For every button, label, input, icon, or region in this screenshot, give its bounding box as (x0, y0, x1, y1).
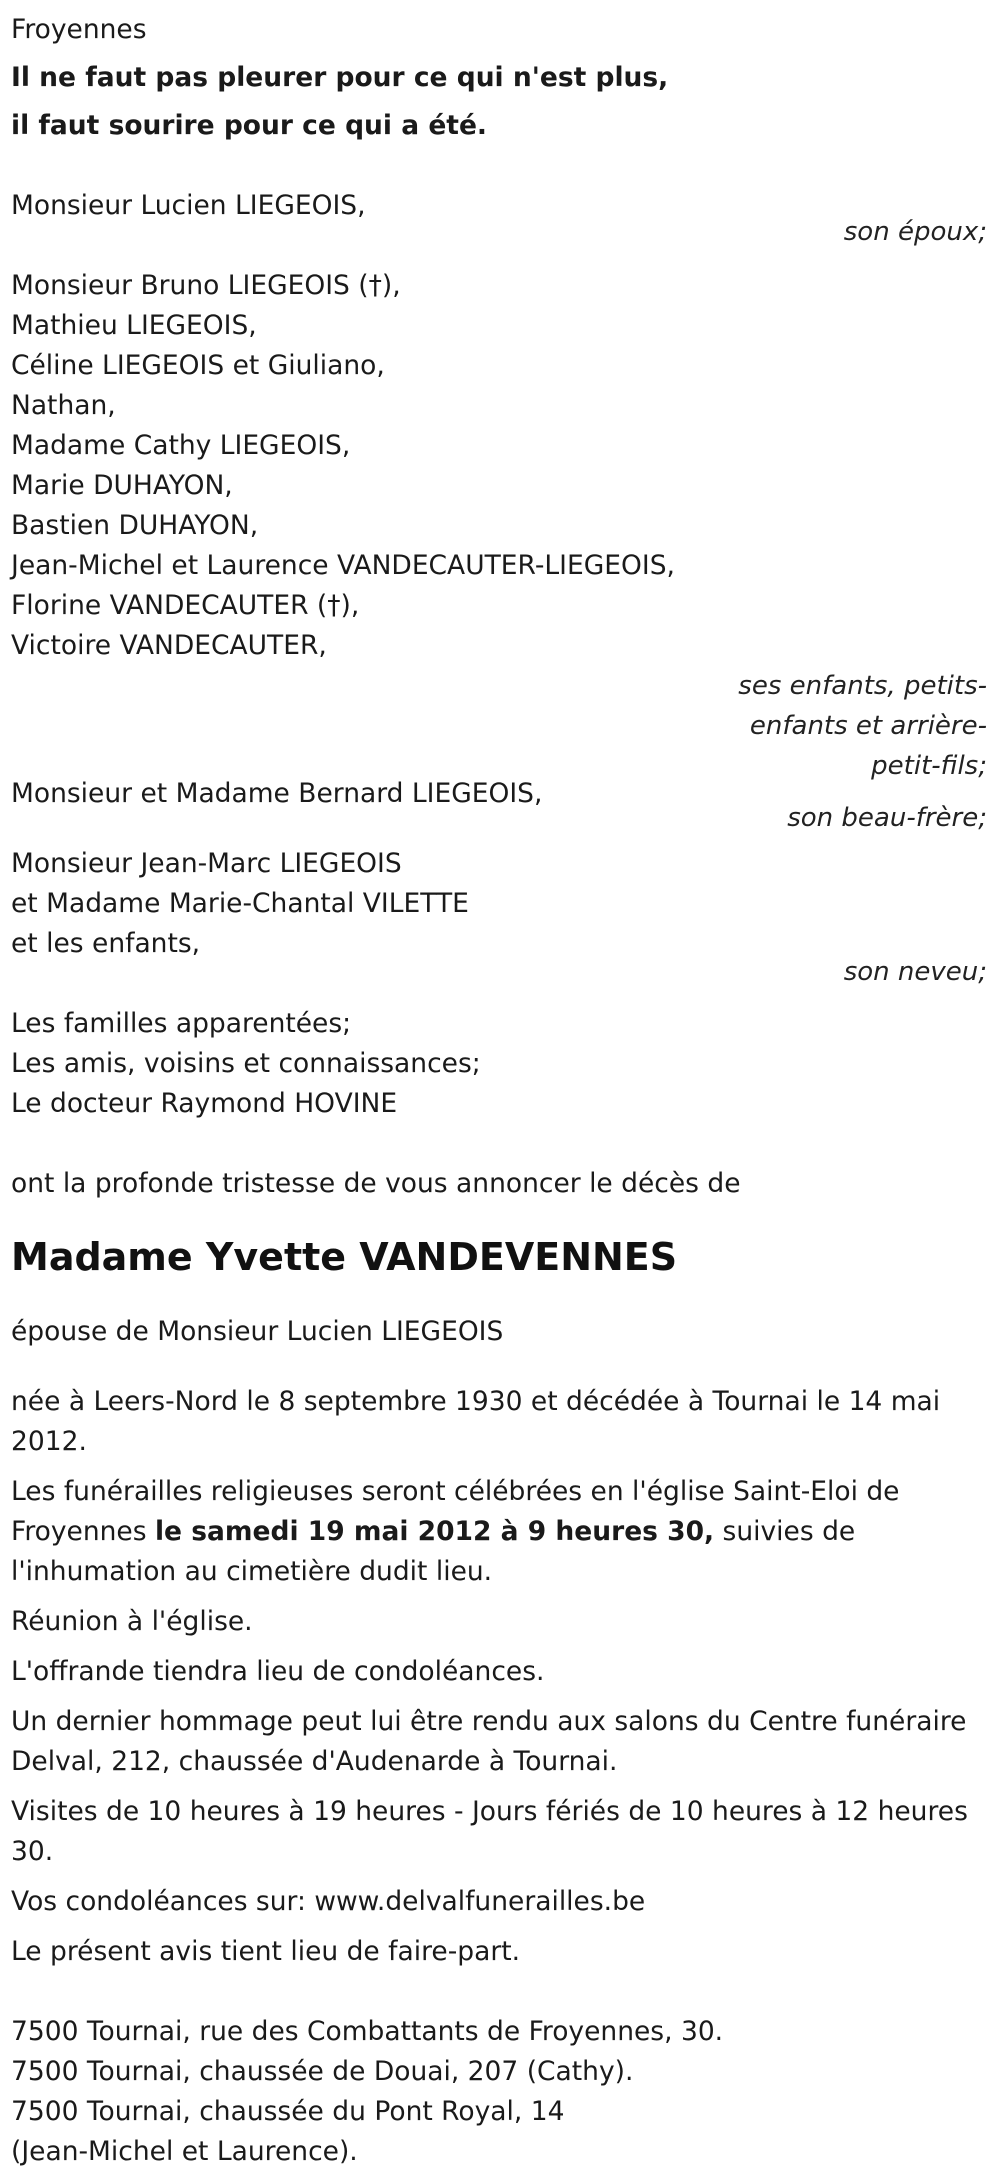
deceased-name: Madame Yvette VANDEVENNES (11, 1235, 678, 1279)
announcement-text: ont la profonde tristesse de vous annoncer le décès de (11, 1168, 741, 1199)
mourner-line: Les familles apparentées; (11, 1008, 352, 1039)
funeral-text (11, 1472, 981, 1592)
family-name: Monsieur Bruno LIEGEOIS (†), (11, 270, 401, 301)
other-mourners (11, 1004, 991, 1124)
address-block (11, 2012, 991, 2172)
spouse-line: épouse de Monsieur Lucien LIEGEOIS (11, 1316, 504, 1347)
address-line: 7500 Tournai, chaussée du Pont Royal, 14 (11, 2096, 565, 2127)
role-block-spouse (11, 217, 991, 266)
family-name: Nathan, (11, 390, 116, 421)
birth-death-text: née à Leers-Nord le 8 septembre 1930 et décédée à Tournai le 14 mai 2012. (11, 1386, 941, 1457)
info-paragraph: L'offrande tiendra lieu de condoléances. (11, 1656, 545, 1687)
family-name: Victoire VANDECAUTER, (11, 630, 327, 661)
mourner-line: Le docteur Raymond HOVINE (11, 1088, 398, 1119)
family-name: Marie DUHAYON, (11, 470, 233, 501)
family-name: et Madame Marie-Chantal VILETTE (11, 888, 469, 919)
role-line: enfants et arrière- (749, 711, 987, 741)
funeral-text-before: Les funérailles religieuses seront célébrées en l'église Saint-Eloi de Froyennes (11, 1476, 900, 1547)
role-block-brother-in-law (11, 803, 991, 844)
quote-line-1: Il ne faut pas pleurer pour ce qui n'est plus, (11, 62, 669, 93)
family-group-children (11, 266, 991, 666)
place-heading: Froyennes (11, 14, 147, 45)
role-line: petit-fils; (871, 751, 987, 781)
family-name: Jean-Michel et Laurence VANDECAUTER-LIEGEOIS, (11, 550, 675, 581)
role-line: son époux; (843, 217, 987, 247)
address-line: 7500 Tournai, chaussée de Douai, 207 (Cathy). (11, 2056, 634, 2087)
address-line: (Jean-Michel et Laurence). (11, 2136, 358, 2167)
info-paragraph: Un dernier hommage peut lui être rendu aux salons du Centre funéraire Delval, 212, chaussée d'Audenarde à Tournai. (11, 1706, 967, 1777)
info-paragraph: Visites de 10 heures à 19 heures - Jours fériés de 10 heures à 12 heures 30. (11, 1796, 968, 1867)
role-line: son neveu; (843, 957, 987, 987)
condolences-link-text: Vos condoléances sur: www.delvalfunerailles.be (11, 1886, 646, 1917)
family-name: Bastien DUHAYON, (11, 510, 259, 541)
family-name: Céline LIEGEOIS et Giuliano, (11, 350, 385, 381)
role-block-children (11, 666, 991, 786)
info-paragraph: Le présent avis tient lieu de faire-part. (11, 1936, 521, 1967)
family-name: Mathieu LIEGEOIS, (11, 310, 257, 341)
family-name: Madame Cathy LIEGEOIS, (11, 430, 351, 461)
funeral-text-after: suivies de l'inhumation au cimetière dudit lieu. (11, 1516, 856, 1587)
address-line: 7500 Tournai, rue des Combattants de Froyennes, 30. (11, 2016, 724, 2047)
quote-line-2: il faut sourire pour ce qui a été. (11, 110, 488, 141)
obituary-content (11, 10, 991, 2172)
family-name: et les enfants, (11, 928, 201, 959)
mourner-line: Les amis, voisins et connaissances; (11, 1048, 481, 1079)
family-name: Monsieur et Madame Bernard LIEGEOIS, (11, 778, 543, 809)
family-group-nephew (11, 844, 991, 964)
family-name: Monsieur Jean-Marc LIEGEOIS (11, 848, 402, 879)
family-name: Florine VANDECAUTER (†), (11, 590, 360, 621)
funeral-date: le samedi 19 mai 2012 à 9 heures 30, (154, 1516, 715, 1547)
family-name: Monsieur Lucien LIEGEOIS, (11, 190, 366, 221)
role-line: ses enfants, petits- (738, 671, 987, 701)
role-block-nephew (11, 957, 991, 1004)
role-line: son beau-frère; (787, 803, 987, 833)
info-paragraph: Réunion à l'église. (11, 1606, 253, 1637)
